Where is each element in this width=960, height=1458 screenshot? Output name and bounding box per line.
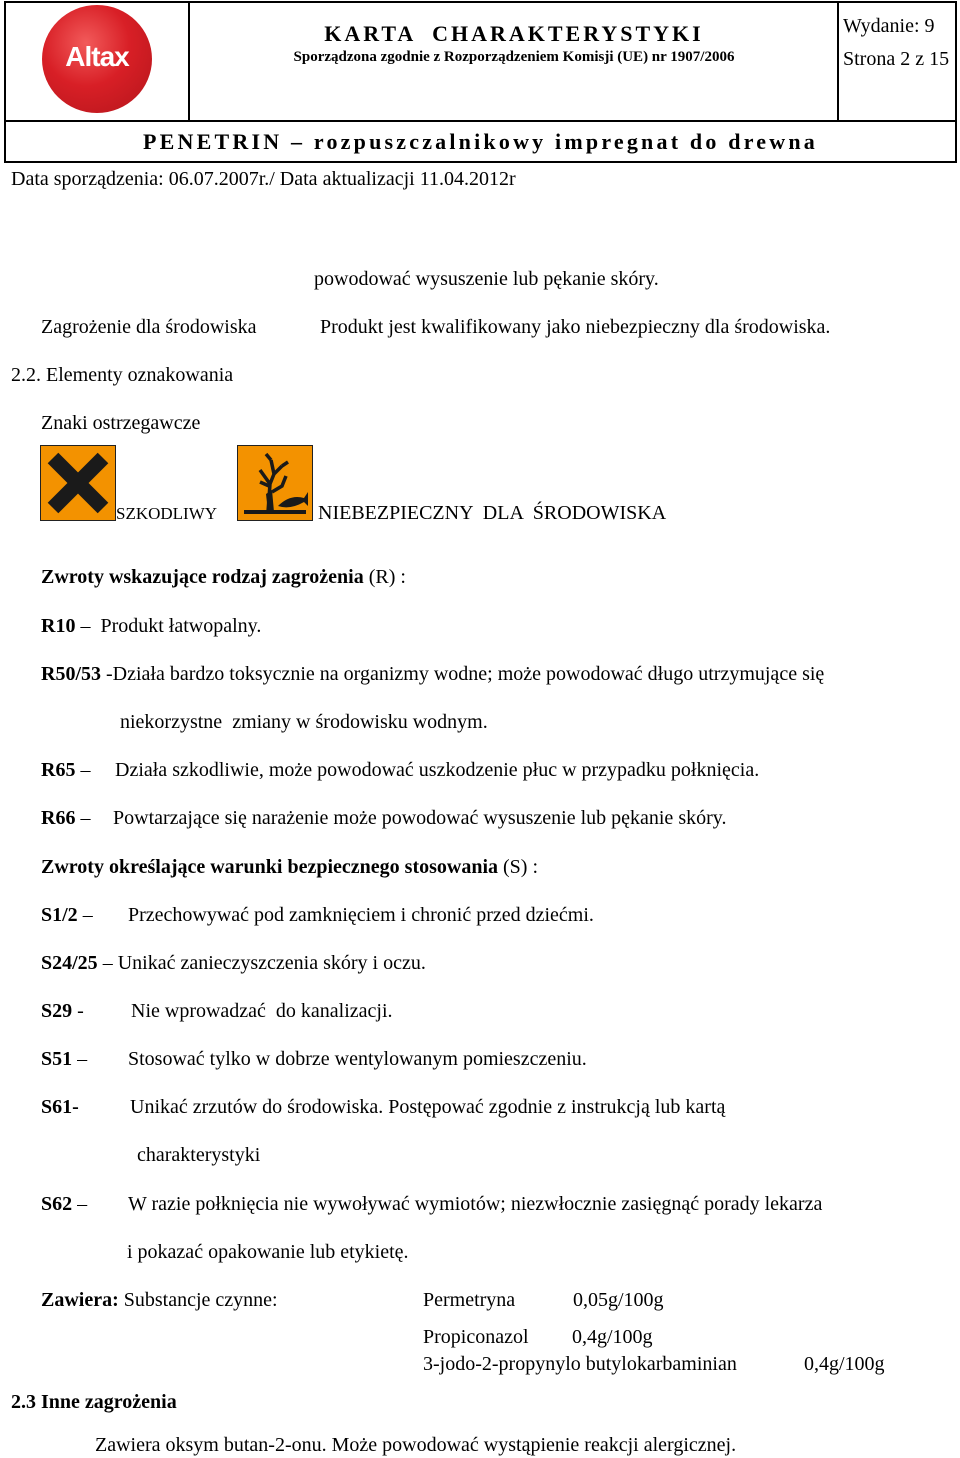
phrase-text: Działa bardzo toksycznie na organizmy wodne; może powodować długo utrzymujące się <box>112 663 825 685</box>
r-phrase-r66 <box>41 806 90 830</box>
contains-label <box>41 1288 278 1312</box>
phrase-separator: – <box>75 807 91 829</box>
r-phrase-r65 <box>41 758 90 782</box>
document-dates: Data sporządzenia: 06.07.2007r./ Data aktualizacji 11.04.2012r <box>11 168 516 190</box>
substance-amount: 0,4g/100g <box>572 1326 653 1348</box>
phrase-separator: - <box>72 1096 79 1118</box>
product-title: PENETRIN – rozpuszczalnikowy impregnat do drewna <box>143 129 818 154</box>
s-phrase-s29-text: Nie wprowadzać do kanalizacji. <box>131 1000 393 1022</box>
s-phrases-heading <box>41 855 538 879</box>
r-phrases-heading-bold: Zwroty wskazujące rodzaj zagrożenia <box>41 566 364 588</box>
r-phrase-r50-53-continuation: niekorzystne zmiany w środowisku wodnym. <box>120 711 488 733</box>
substance-name: Permetryna <box>423 1289 516 1311</box>
env-hazard-text: Produkt jest kwalifikowany jako niebezpieczny dla środowiska. <box>320 316 831 338</box>
phrase-code: S29 <box>41 1000 73 1022</box>
phrase-code: S1/2 <box>41 904 78 926</box>
warning-signs-label: Znaki ostrzegawcze <box>41 412 201 434</box>
substance-name: Propiconazol <box>423 1326 529 1348</box>
substance-amount: 0,4g/100g <box>804 1353 885 1375</box>
harmful-cross-icon <box>40 445 116 521</box>
edition-number: Wydanie: 9 <box>843 15 935 37</box>
r-phrase-r66-text: Powtarzające się narażenie może powodować wysuszenie lub pękanie skóry. <box>113 807 727 829</box>
active-substances-label: Substancje czynne: <box>123 1289 278 1311</box>
s-phrase-s51 <box>41 1047 87 1071</box>
r-phrase-r65-text: Działa szkodliwie, może powodować uszkodzenie płuc w przypadku połknięcia. <box>115 759 760 781</box>
section-2-2-heading: 2.2. Elementy oznakowania <box>11 364 234 386</box>
substance-amount: 0,05g/100g <box>573 1289 664 1311</box>
phrase-separator: – <box>72 1193 88 1215</box>
s-phrase-s61-text: Unikać zrzutów do środowiska. Postępować zgodnie z instrukcją lub kartą <box>130 1096 726 1118</box>
s-phrases-heading-rest: (S) : <box>498 856 539 878</box>
contains-label-bold: Zawiera: <box>41 1289 119 1311</box>
document-subtitle: Sporządzona zgodnie z Rozporządzeniem Komisji (UE) nr 1907/2006 <box>293 49 735 65</box>
r-phrases-heading-rest: (R) : <box>363 566 406 588</box>
s-phrase-s62 <box>41 1192 87 1216</box>
document-header <box>4 1 957 164</box>
env-hazard-label: Zagrożenie dla środowiska <box>41 316 257 338</box>
s-phrase-s29 <box>41 999 84 1023</box>
phrase-code: R50/53 <box>41 663 101 685</box>
phrase-code: S62 <box>41 1193 73 1215</box>
phrase-code: S61 <box>41 1096 73 1118</box>
environment-danger-label: NIEBEZPIECZNY DLA ŚRODOWISKA <box>318 502 667 524</box>
company-logo <box>4 1 188 121</box>
substance-name: 3-jodo-2-propynylo butylokarbaminian <box>423 1353 737 1375</box>
s-phrase-s62-continuation: i pokazać opakowanie lub etykietę. <box>127 1241 409 1263</box>
phrase-separator: - <box>72 1000 84 1022</box>
phrase-code: R10 <box>41 615 76 637</box>
r-phrases-heading <box>41 565 406 589</box>
phrase-separator: - <box>101 663 113 685</box>
s-phrase-s61 <box>41 1095 79 1119</box>
dead-tree-fish-icon <box>237 445 313 521</box>
logo-text: Altax <box>65 41 129 72</box>
phrase-code: S24/25 <box>41 952 98 974</box>
phrase-text: Unikać zanieczyszczenia skóry i oczu. <box>117 952 426 974</box>
phrase-code: R65 <box>41 759 76 781</box>
s-phrase-s51-text: Stosować tylko w dobrze wentylowanym pomieszczeniu. <box>128 1048 587 1070</box>
phrase-separator: – <box>77 904 93 926</box>
phrase-text: Produkt łatwopalny. <box>100 615 262 637</box>
phrase-code: R66 <box>41 807 76 829</box>
section-2-3-heading: 2.3 Inne zagrożenia <box>11 1391 177 1413</box>
document-title: KARTA CHARAKTERYSTYKI <box>324 21 704 46</box>
s-phrases-heading-bold: Zwroty określające warunki bezpiecznego stosowania <box>41 856 499 878</box>
phrase-separator: – <box>75 615 96 637</box>
s-phrase-s1-2-text: Przechowywać pod zamknięciem i chronić przed dziećmi. <box>128 904 594 926</box>
s-phrase-s62-text: W razie połknięcia nie wywoływać wymiotów; niezwłocznie zasięgnąć porady lekarza <box>128 1193 823 1215</box>
r-phrase-r50-53 <box>41 662 824 686</box>
s-phrase-s24-25 <box>41 951 426 975</box>
phrase-separator: – <box>72 1048 88 1070</box>
page-number: Strona 2 z 15 <box>843 48 950 70</box>
logo-badge-icon <box>42 5 152 113</box>
other-hazards-text: Zawiera oksym butan-2-onu. Może powodować wystąpienie reakcji alergicznej. <box>95 1434 737 1456</box>
r-phrase-r10 <box>41 614 261 638</box>
continuation-text: powodować wysuszenie lub pękanie skóry. <box>314 268 659 290</box>
phrase-separator: – <box>97 952 113 974</box>
harmful-label: SZKODLIWY <box>116 504 218 523</box>
phrase-code: S51 <box>41 1048 73 1070</box>
phrase-separator: – <box>75 759 91 781</box>
s-phrase-s1-2 <box>41 903 93 927</box>
s-phrase-s61-continuation: charakterystyki <box>137 1144 261 1166</box>
